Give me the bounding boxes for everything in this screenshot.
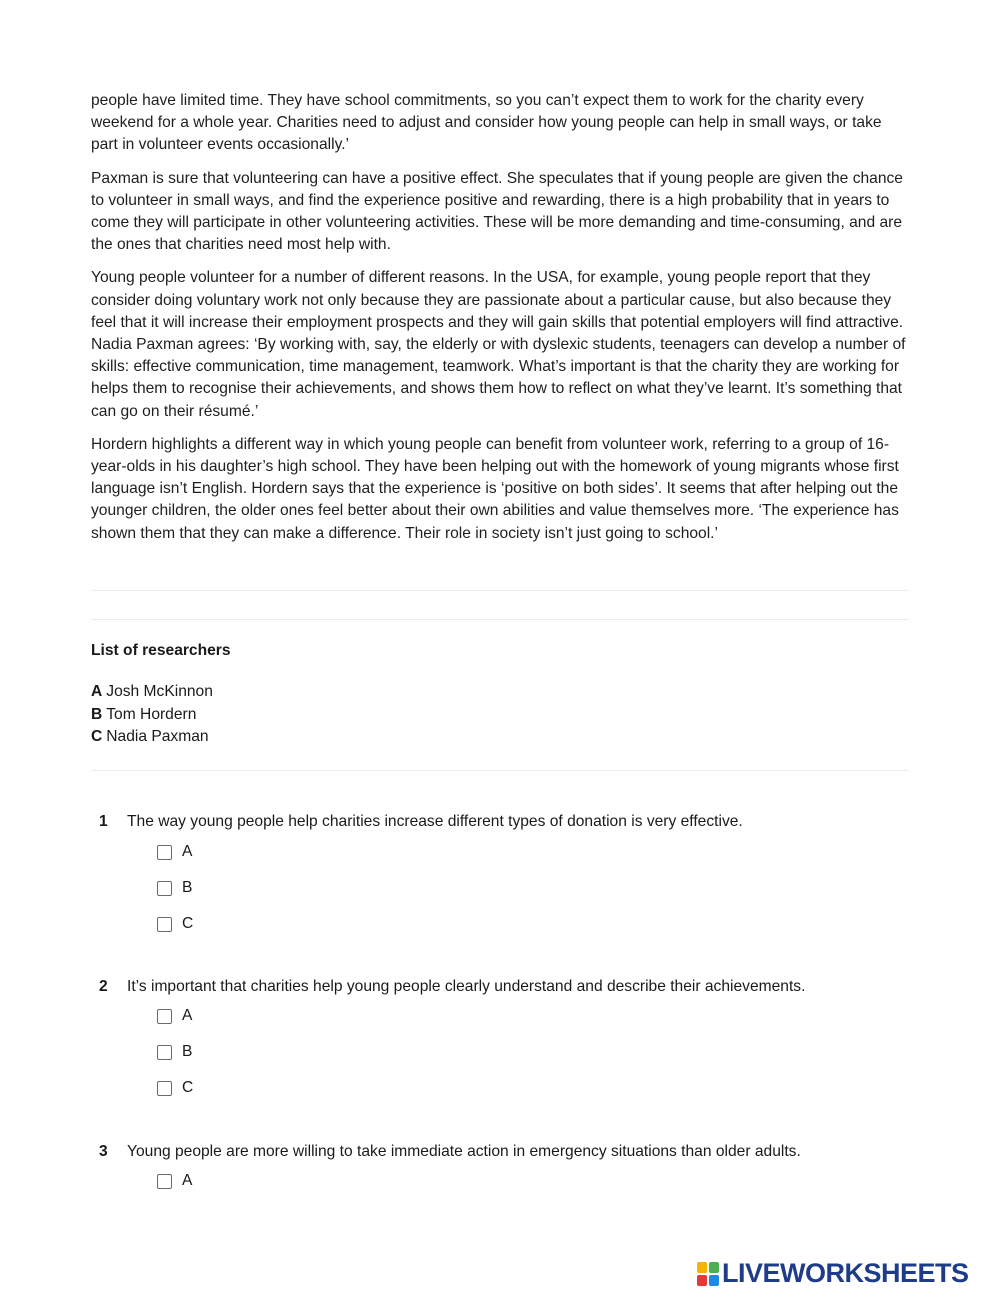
checkbox[interactable] <box>157 881 172 896</box>
checkbox[interactable] <box>157 845 172 860</box>
reading-passage <box>91 90 911 556</box>
question-2 <box>99 977 959 1096</box>
researcher-item: C Nadia Paxman <box>91 728 209 745</box>
question-number: 1 <box>99 813 108 830</box>
passage-paragraph-2: Paxman is sure that volunteering can have a positive effect. She speculates that if young people are given the chance to volunteer in small ways, and find the experience positive and rewarding, there is a high probability that in years to come they will participate in other volunteering activities. These will be more demanding and time-consuming, and are the ones that charities need most help with. <box>91 169 903 254</box>
liveworksheets-logo <box>697 1258 969 1289</box>
divider <box>91 590 909 591</box>
researchers-list <box>91 681 213 749</box>
researchers-title: List of researchers <box>91 642 231 659</box>
divider <box>91 770 909 771</box>
checkbox[interactable] <box>157 1045 172 1060</box>
option-a[interactable]: A <box>157 1007 192 1025</box>
passage-paragraph-4: Hordern highlights a different way in which young people can benefit from volunteer work, referring to a group of 16-year-olds in his daughter’s high school. They have been helping out with the homework of young migrants whose first language isn’t English. Hordern says that the experience is ‘positive on both sides’. It seems that after helping out the younger children, the older ones feel better about their own abilities and value themselves more. ‘The experience has shown them that they can make a difference. Their role in society isn’t just going to school.’ <box>91 435 899 542</box>
question-number: 3 <box>99 1143 108 1160</box>
passage-paragraph-1: people have limited time. They have school commitments, so you can’t expect them to work for the charity every weekend for a whole year. Charities need to adjust and consider how young people can help in small ways, or take part in volunteer events occasionally.’ <box>91 92 882 154</box>
checkbox[interactable] <box>157 1174 172 1189</box>
question-text: The way young people help charities increase different types of donation is very effective. <box>127 813 743 830</box>
checkbox[interactable] <box>157 1081 172 1096</box>
logo-text: LIVEWORKSHEETS <box>722 1258 969 1288</box>
checkbox[interactable] <box>157 1009 172 1024</box>
option-b[interactable]: B <box>157 879 192 897</box>
checkbox[interactable] <box>157 917 172 932</box>
logo-icon <box>697 1262 719 1286</box>
option-a[interactable]: A <box>157 1172 192 1190</box>
divider <box>91 619 909 620</box>
question-1 <box>99 812 959 932</box>
option-a[interactable]: A <box>157 843 192 861</box>
question-number: 2 <box>99 978 108 995</box>
question-text: It’s important that charities help young people clearly understand and describe their achievements. <box>127 978 806 995</box>
option-c[interactable]: C <box>157 915 193 933</box>
option-c[interactable]: C <box>157 1079 193 1097</box>
option-b[interactable]: B <box>157 1043 192 1061</box>
question-3 <box>99 1142 959 1189</box>
researcher-item: A Josh McKinnon <box>91 683 213 700</box>
question-text: Young people are more willing to take immediate action in emergency situations than older adults. <box>127 1143 801 1160</box>
passage-paragraph-3: Young people volunteer for a number of different reasons. In the USA, for example, young people report that they consider doing voluntary work not only because they are passionate about a particular cause, but also because they feel that it will increase their employment prospects and they will gain skills that potential employers will find attractive. Nadia Paxman agrees: ‘By working with, say, the elderly or with dyslexic students, teenagers can develop a number of skills: effective communication, time management, teamwork. What’s important is that the charity they are working for helps them to recognise their achievements, and shows them how to reflect on what they’ve learnt. It’s something that can go on their résumé.’ <box>91 269 906 420</box>
researcher-item: B Tom Hordern <box>91 705 197 723</box>
